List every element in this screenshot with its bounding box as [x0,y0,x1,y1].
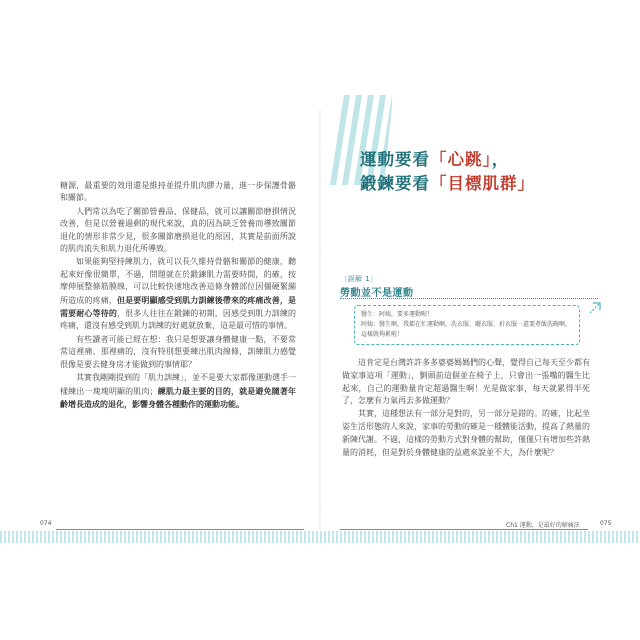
headline-1-lead: 運動要看 [360,150,430,169]
right-page-body [342,357,590,459]
callout-line-1: 醫生：阿姨，要多運動喔！ [361,311,434,318]
body-text: 人們常以為吃了關節營養品、保健品，就可以讓關節磨損情況改善，但是以營養過剩的現代來說，真的因為缺乏營養而導致關節退化的情形非常少見，很多關節磨損退化的原因，其實是前面所說的肌肉流失和肌力退化所導致。 [60,206,296,254]
section-title: 勞動並不是運動 [340,288,414,299]
headline-line-1 [360,148,600,172]
body-text: 有些讀者可能已經在想：我只是想要讓身體健康一點，不要常常這裡痛、那裡痛的，沒有特別想要練出肌肉線條，訓練肌力感覺很像是要去健身房才能做到的事情耶？ [60,334,296,369]
headline-2-lead: 鍛鍊要看 [360,174,430,193]
left-page-body [60,180,296,412]
right-page-number: 075 [600,520,612,527]
left-paragraph [60,256,296,332]
headline-2-keyword: 「目標肌群」 [430,174,535,193]
headline-line-2 [360,172,600,196]
callout-line-2: 阿姨：醫生啊，我都在忙運動啊，洗衣服、曬衣服、折衣服⋯還要煮飯洗碗啊，這樣就夠累啦！ [361,321,572,338]
left-paragraph [60,372,296,411]
bottom-stripe-band [0,531,640,543]
chapter-headline [360,148,600,196]
headline-1-keyword: 「心跳」 [430,150,492,169]
emphasis-text: 但是要明顯感受到肌力訓練後帶來的疼痛改善，是需要耐心等待的 [60,294,296,319]
callout-corner-icon [588,301,602,315]
right-page [320,0,640,640]
left-page-number: 074 [40,520,52,527]
dialogue-callout-box [354,305,580,345]
left-paragraph [60,206,296,256]
body-text: 其實我剛剛提到的「肌力訓練」，並不是要大家都像運動選手一樣練出一塊塊明顯的肌肉； [60,373,296,396]
body-text: 糖源，最重要的效用還是維持並提升肌肉膠力量，進一步保護骨骼和關節。 [60,181,296,203]
headline-1-comma: ， [491,150,510,169]
right-paragraph: 這肯定是台灣許許多多婆婆媽媽們的心聲，覺得自己每天至少都有做家事這項「運動」，劉頭前這個並在椅子上，只會出一張嘴的醫生比起來，自己的運動量肯定超過醫生啊！光是做家事，每天就累得半死了，怎麼有力氣再去多做運動？ [342,358,590,406]
body-text: ，很多人往往在鍛鍊的初期，因感受到肌力訓練的疼痛，還沒有感受到肌力訓練的好處就放棄，這是最可惜的事情。 [60,309,296,331]
body-text: 如果能夠堅持練肌力，就可以長久維持骨骼和關節的健康，聽起來好像很簡單，不過，問題就在於鍛鍊肌力需要時間，的確，按摩伸展整條筋膜線，可以比較快速地改善這條身體部位因僵硬緊繃所造成的疼痛， [60,257,296,305]
emphasis-text: 練肌力最主要的目的，就是避免隨著年齡增長造成的退化，影響身體各種動作的運動功能。 [60,385,297,409]
right-footer-rule [340,529,588,530]
running-head: Ch1 運動，是最好的解痛法 [506,522,580,529]
section-tag: 〔誤解 1〕 [340,275,378,283]
left-paragraph [60,180,296,205]
right-paragraph: 其實，這種想法有一部分是對的，另一部分是錯的。的確，比起坐姿生活形態的人來說，家事的勞動的確是一種體能活動，提高了熱量的新陳代謝。不過，這樣的勞動方式對身體的幫助，僅僅只有增加些許熱量的消耗，但是對於身體健康的益處來說並不大，為什麼呢？ [342,409,590,457]
section-divider [340,298,598,299]
left-paragraph [60,334,296,371]
left-footer-rule [56,529,304,530]
